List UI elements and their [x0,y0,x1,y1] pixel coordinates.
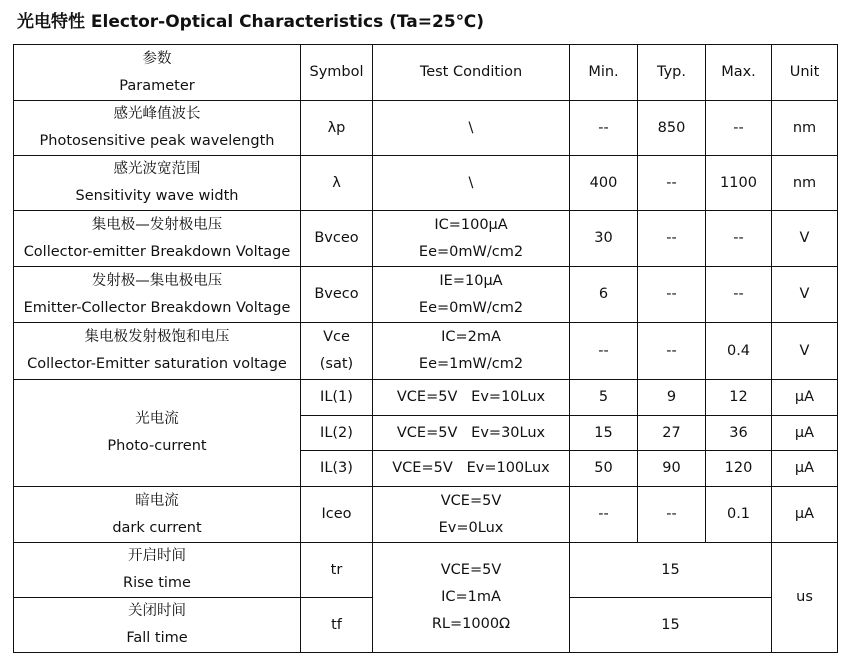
condition-cell [373,323,570,380]
parameter-cell [14,101,301,156]
characteristics-table [13,44,838,653]
symbol-cell: Bveco [301,267,373,323]
table-row [14,543,838,598]
typ-cell: -- [638,156,706,211]
header-min: Min. [570,45,638,101]
condition-cell [373,267,570,323]
unit-cell: V [772,323,838,380]
condition-line: IE=10μA [439,272,503,289]
parameter-en: dark current [112,519,202,536]
min-cell: 5 [570,380,638,416]
max-cell: 0.4 [706,323,772,380]
table-row [14,101,838,156]
min-cell: 30 [570,211,638,267]
unit-cell: μA [772,451,838,487]
parameter-cell [14,156,301,211]
parameter-cell [14,487,301,543]
parameter-cell [14,543,301,598]
typ-cell: 27 [638,416,706,451]
unit-cell: V [772,211,838,267]
value-cell: 15 [570,598,772,653]
min-cell: 50 [570,451,638,487]
parameter-cell [14,323,301,380]
max-cell: 120 [706,451,772,487]
typ-cell: 9 [638,380,706,416]
symbol-cell: Bvceo [301,211,373,267]
parameter-en: Photosensitive peak wavelength [39,133,275,149]
table-row [14,267,838,323]
parameter-cn: 暗电流 [135,492,179,509]
table-row [14,487,838,543]
parameter-cell [14,380,301,487]
header-row [14,45,838,101]
symbol-line: (sat) [319,356,354,372]
parameter-en: Collector-emitter Breakdown Voltage [23,243,291,260]
max-cell: -- [706,211,772,267]
max-cell: 1100 [706,156,772,211]
symbol-cell: tf [301,598,373,653]
symbol-line: Vce [323,329,350,345]
parameter-cn: 光电流 [135,411,179,427]
header-max: Max. [706,45,772,101]
condition-line: VCE=5V [440,562,502,578]
symbol-cell [301,323,373,380]
symbol-cell: Iceo [301,487,373,543]
condition-cell: VCE=5V Ev=10Lux [373,380,570,416]
condition-cell: VCE=5V Ev=30Lux [373,416,570,451]
min-cell: -- [570,101,638,156]
value-cell: 15 [570,543,772,598]
unit-cell: μA [772,487,838,543]
parameter-en: Collector-Emitter saturation voltage [27,356,287,372]
symbol-cell: λ [301,156,373,211]
min-cell: -- [570,487,638,543]
header-symbol: Symbol [301,45,373,101]
parameter-en: Fall time [126,630,188,646]
unit-cell: nm [772,101,838,156]
symbol-cell: tr [301,543,373,598]
typ-cell: -- [638,323,706,380]
min-cell: -- [570,323,638,380]
typ-cell: -- [638,211,706,267]
min-cell: 400 [570,156,638,211]
condition-line: Ev=0Lux [438,519,504,536]
condition-line: Ee=0mW/cm2 [418,299,524,316]
max-cell: -- [706,267,772,323]
condition-cell [373,543,570,653]
condition-line: VCE=5V [440,492,502,509]
min-cell: 15 [570,416,638,451]
parameter-en: Photo-current [107,438,207,454]
table-row [14,211,838,267]
parameter-cn: 感光峰值波长 [113,106,201,122]
condition-line: Ee=1mW/cm2 [418,356,524,372]
condition-cell: \ [373,156,570,211]
parameter-cn: 集电极发射极饱和电压 [84,329,230,345]
parameter-cn: 集电极—发射极电压 [91,216,223,233]
table-row [14,156,838,211]
parameter-cn: 感光波宽范围 [113,161,201,177]
parameter-en: Rise time [123,575,191,591]
parameter-cn: 开启时间 [128,548,186,564]
parameter-cell [14,598,301,653]
symbol-cell: IL(3) [301,451,373,487]
condition-line: IC=2mA [441,329,501,345]
parameter-en: Emitter-Collector Breakdown Voltage [23,299,291,316]
unit-cell: nm [772,156,838,211]
max-cell: 0.1 [706,487,772,543]
unit-cell: μA [772,416,838,451]
symbol-cell: IL(1) [301,380,373,416]
header-parameter-en: Parameter [119,77,195,94]
condition-cell [373,487,570,543]
table-row [14,323,838,380]
header-parameter-cn: 参数 [142,50,172,67]
unit-cell: μA [772,380,838,416]
min-cell: 6 [570,267,638,323]
typ-cell: 90 [638,451,706,487]
unit-cell: us [772,543,838,653]
parameter-cell [14,267,301,323]
symbol-cell: IL(2) [301,416,373,451]
condition-cell: VCE=5V Ev=100Lux [373,451,570,487]
header-test-condition: Test Condition [373,45,570,101]
typ-cell: 850 [638,101,706,156]
parameter-cell [14,211,301,267]
header-typ: Typ. [638,45,706,101]
table-row [14,380,838,416]
parameter-en: Sensitivity wave width [75,188,239,204]
condition-cell: \ [373,101,570,156]
parameter-cn: 发射极—集电极电压 [91,272,223,289]
max-cell: 12 [706,380,772,416]
page-title: 光电特性 Elector-Optical Characteristics (Ta=25℃) [17,12,485,32]
condition-line: Ee=0mW/cm2 [418,243,524,260]
unit-cell: V [772,267,838,323]
condition-cell [373,211,570,267]
condition-line: IC=100μA [434,216,508,233]
max-cell: -- [706,101,772,156]
condition-line: IC=1mA [441,589,501,605]
header-parameter [14,45,301,101]
parameter-cn: 关闭时间 [128,603,186,619]
header-unit: Unit [772,45,838,101]
symbol-cell: λp [301,101,373,156]
max-cell: 36 [706,416,772,451]
typ-cell: -- [638,267,706,323]
condition-line: RL=1000Ω [431,616,511,632]
typ-cell: -- [638,487,706,543]
